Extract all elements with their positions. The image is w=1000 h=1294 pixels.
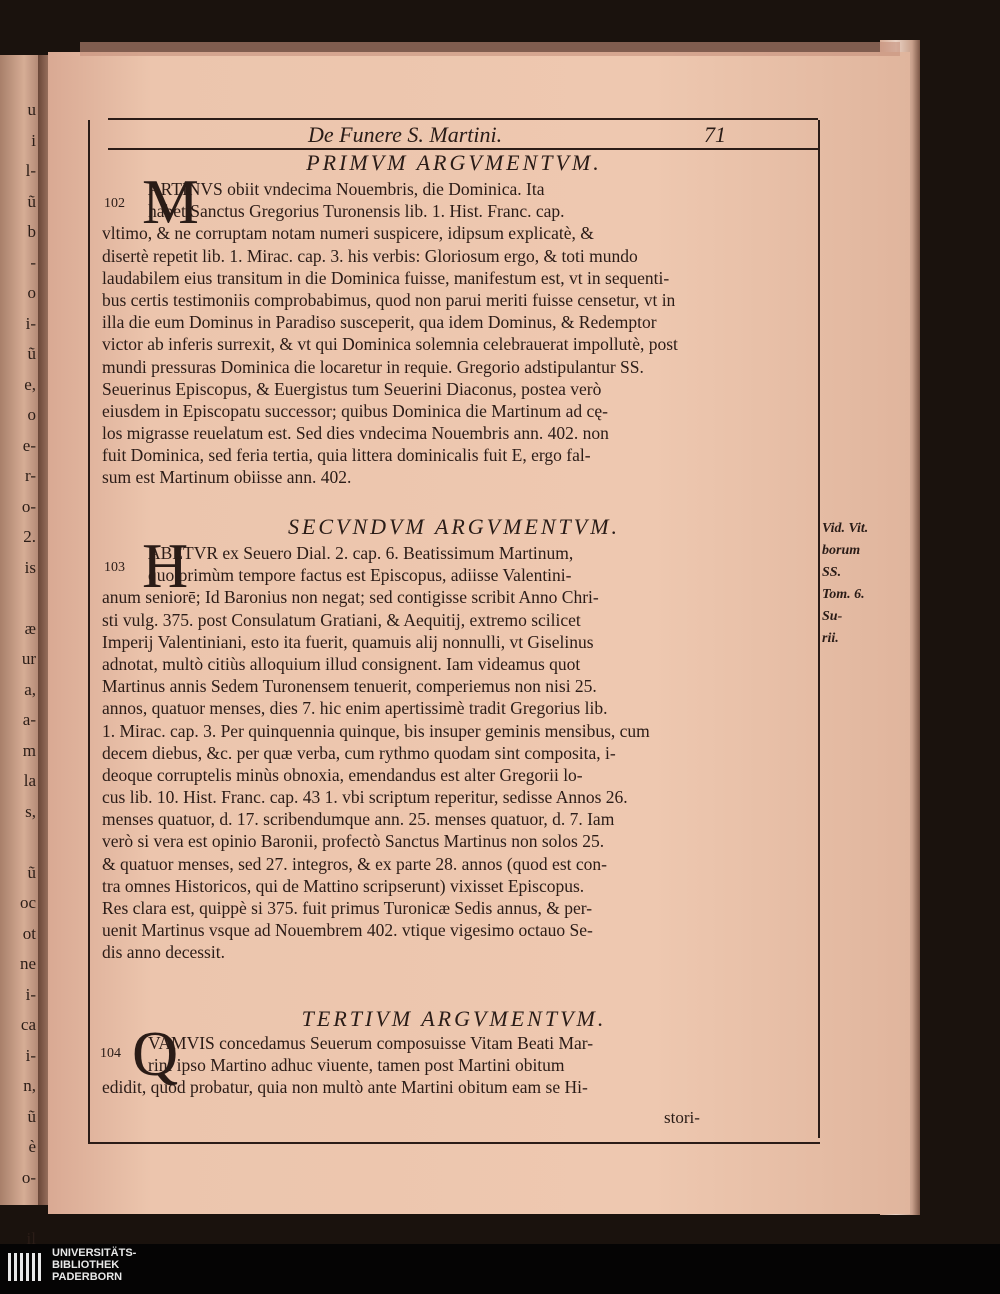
left-page-fragment: oc bbox=[19, 893, 36, 912]
section-2-text bbox=[102, 542, 802, 964]
text-line: bus certis testimoniis comprobabimus, quod non parui meriti fuisse censetur, vt in bbox=[102, 289, 676, 310]
text-line: victor ab inferis surrexit, & vt qui Dominica solemnia celebrauerat impollutè, post bbox=[102, 334, 678, 355]
text-line: los migrasse reuelatum est. Sed dies vndecima Nouembris ann. 402. non bbox=[102, 423, 609, 444]
left-page-fragment: o- bbox=[21, 1167, 36, 1187]
left-page-fragment: o- bbox=[21, 496, 36, 516]
section-heading-1: PRIMVM ARGVMENTVM. bbox=[306, 150, 602, 175]
drop-capital-h: H bbox=[142, 530, 189, 601]
drop-capital-m: M bbox=[142, 166, 199, 237]
left-page-fragment: b bbox=[27, 222, 36, 241]
margin-note-line: Vid. Vit. bbox=[822, 521, 869, 536]
text-line: habet Sanctus Gregorius Turonensis lib. 1. Hist. Franc. cap. bbox=[148, 201, 565, 222]
text-line: sum est Martinum obiisse ann. 402. bbox=[102, 467, 352, 488]
text-line: & quatuor menses, sed 27. integros, & ex parte 28. annos (quod est con- bbox=[102, 853, 607, 874]
left-page-fragment: i- bbox=[25, 1045, 36, 1065]
text-line: verò si vera est opinio Baronii, profectò Sanctus Martinus non solos 25. bbox=[102, 831, 605, 852]
library-name-line-2: BIBLIOTHEK bbox=[52, 1259, 120, 1271]
catch-word: stori- bbox=[664, 1108, 700, 1127]
left-page-fragment: l- bbox=[25, 161, 36, 180]
paragraph-number-103: 103 bbox=[104, 560, 125, 575]
text-line: anum seniorē; Id Baronius non negat; sed contigisse scribit Anno Chri- bbox=[102, 587, 599, 608]
text-line: adnotat, multò citiùs alloquium illud consignent. Iam videamus quot bbox=[102, 653, 581, 674]
section-1-text bbox=[102, 178, 802, 489]
left-page-fragment: ca bbox=[20, 1015, 36, 1034]
left-page-fragment: i bbox=[31, 130, 36, 150]
text-line: quo primùm tempore factus est Episcopus, adiisse Valentini- bbox=[148, 565, 572, 586]
left-page-fragment: i- bbox=[25, 984, 36, 1004]
left-page-fragment: il bbox=[26, 1228, 36, 1244]
left-page-fragment: ũ bbox=[27, 862, 36, 882]
left-page-fragment: æ bbox=[24, 618, 36, 638]
left-page-fragment: n, bbox=[23, 1076, 36, 1095]
footer-bar bbox=[0, 1244, 1000, 1294]
left-page-fragment bbox=[0, 827, 40, 858]
text-line: ABETVR ex Seuero Dial. 2. cap. 6. Beatissimum Martinum, bbox=[148, 543, 574, 563]
library-name-line-1: UNIVERSITÄTS- bbox=[52, 1247, 137, 1259]
left-page-fragment: e- bbox=[22, 435, 36, 455]
bottom-rule bbox=[88, 1142, 820, 1144]
left-page-fragment: o bbox=[27, 405, 36, 424]
text-line: decem diebus, &c. per quæ verba, cum rythmo quodam sint composita, i- bbox=[102, 742, 616, 763]
text-line: fuit Dominica, sed feria tertia, quia littera dominicalis fuit E, ergo fal- bbox=[102, 445, 591, 466]
drop-capital-q: Q bbox=[132, 1018, 179, 1089]
library-name bbox=[52, 1247, 136, 1283]
left-page-fragment: ũ bbox=[27, 1106, 36, 1126]
text-line: deoque corruptelis minùs obnoxia, emendandus est alter Gregorii lo- bbox=[102, 764, 583, 785]
text-line: ARTINVS obiit vndecima Nouembris, die Dominica. Ita bbox=[148, 179, 545, 199]
text-line: rini ipso Martino adhuc viuente, tamen post Martini obitum bbox=[148, 1055, 565, 1076]
text-line: eiusdem in Episcopatu successor; quibus Dominica die Martinum ad cę- bbox=[102, 400, 608, 421]
top-rule bbox=[108, 118, 818, 120]
left-page-fragment: ur bbox=[21, 649, 36, 668]
left-page-fragment: ũ bbox=[27, 344, 36, 363]
text-line: menses quatuor, d. 17. scribendumque ann. 25. menses quatuor, d. 7. Iam bbox=[102, 809, 615, 830]
margin-note-line: Tom. 6. Su- bbox=[822, 587, 865, 624]
left-rule bbox=[88, 120, 90, 1144]
margin-note-line: borum SS. bbox=[822, 543, 861, 580]
left-page-fragment bbox=[0, 583, 40, 614]
text-line: edidit, quod probatur, quia non multò ante Martini obitum eam se Hi- bbox=[102, 1077, 588, 1098]
text-line: illa die eum Dominus in Paradiso susceperit, qua idem Dominus, & Redemptor bbox=[102, 312, 657, 333]
left-page-fragment: r- bbox=[25, 466, 36, 485]
paragraph-number-104: 104 bbox=[100, 1046, 121, 1061]
left-page-fragment: ũ bbox=[27, 191, 36, 211]
left-page-fragment: - bbox=[30, 252, 36, 272]
margin-note bbox=[822, 518, 882, 650]
page-top-stain bbox=[80, 42, 900, 56]
page-number: 71 bbox=[704, 122, 726, 147]
left-page-fragment: o bbox=[27, 283, 36, 302]
text-line: Res clara est, quippè si 375. fuit primus Turonicæ Sedis annus, & per- bbox=[102, 898, 593, 918]
left-page-fragment: s, bbox=[25, 801, 36, 821]
text-line: 1. Mirac. cap. 3. Per quinquennia quinque, bis insuper geminis mensibus, cum bbox=[102, 720, 650, 741]
left-page-fragment: i- bbox=[25, 313, 36, 333]
text-line: uenit Martinus vsque ad Nouembrem 402. vtique vigesimo octauo Se- bbox=[102, 920, 593, 941]
left-page-fragment: ot bbox=[22, 923, 36, 943]
text-line: annos, quatuor menses, dies 7. hic enim apertissimè tradit Gregorius lib. bbox=[102, 698, 608, 719]
right-rule bbox=[818, 120, 820, 1138]
left-page-fragment: ne bbox=[19, 954, 36, 973]
text-line: dis anno decessit. bbox=[102, 942, 225, 963]
left-page-fragment: is bbox=[24, 557, 36, 577]
left-page-fragment: 2. bbox=[23, 527, 36, 546]
section-heading-3: TERTIVM ARGVMENTVM. bbox=[301, 1006, 607, 1031]
left-page-fragment: u bbox=[27, 100, 36, 119]
text-line: mundi pressuras Dominica die locaretur in requie. Gregorio adstipulantur SS. bbox=[102, 356, 644, 377]
running-title: De Funere S. Martini. bbox=[308, 122, 503, 147]
library-logo-icon bbox=[8, 1249, 48, 1290]
text-line: laudabilem eius transitum in die Dominica fuisse, manifestum est, vt in sequenti- bbox=[102, 267, 670, 288]
left-page-fragment bbox=[0, 1193, 40, 1224]
text-line: Imperij Valentiniani, esto ita fuerit, quamuis alij nonnulli, vt Giselinus bbox=[102, 631, 594, 652]
text-line: VAMVIS concedamus Seuerum composuisse Vitam Beati Mar- bbox=[148, 1033, 594, 1053]
text-line: tra omnes Historicos, qui de Mattino scripserunt) vixisset Episcopus. bbox=[102, 875, 585, 896]
left-page-fragment: m bbox=[22, 740, 36, 760]
left-page-fragment: a, bbox=[24, 679, 36, 699]
section-3-text bbox=[102, 1032, 802, 1099]
text-frame bbox=[88, 118, 869, 1144]
margin-note-line: rii. bbox=[822, 631, 839, 646]
left-page-fragment: e, bbox=[24, 374, 36, 394]
left-page-text-fragments bbox=[0, 95, 40, 1244]
section-heading-2: SECVNDVM ARGVMENTVM. bbox=[287, 514, 621, 539]
library-name-line-3: PADERBORN bbox=[52, 1271, 123, 1283]
text-line: disertè repetit lib. 1. Mirac. cap. 3. his verbis: Gloriosum ergo, & toti mundo bbox=[102, 245, 638, 266]
text-line: Seuerinus Episcopus, & Euergistus tum Seuerini Diaconus, postea verò bbox=[102, 378, 602, 399]
paragraph-number-102: 102 bbox=[104, 196, 125, 211]
text-line: cus lib. 10. Hist. Franc. cap. 43 1. vbi scriptum reperitur, sedisse Annos 26. bbox=[102, 787, 628, 808]
text-line: Martinus annis Sedem Turonensem tenuerit, comperiemus non nisi 25. bbox=[102, 676, 597, 697]
left-page-fragment: la bbox=[23, 771, 36, 790]
text-line: vltimo, & ne corruptam notam numeri suspicere, idipsum explicatè, & bbox=[102, 223, 594, 244]
text-line: sti vulg. 375. post Consulatum Gratiani, & Aequitij, extremo scilicet bbox=[102, 609, 581, 630]
left-page-fragment: è bbox=[28, 1137, 36, 1156]
left-page-fragment: a- bbox=[22, 710, 36, 729]
